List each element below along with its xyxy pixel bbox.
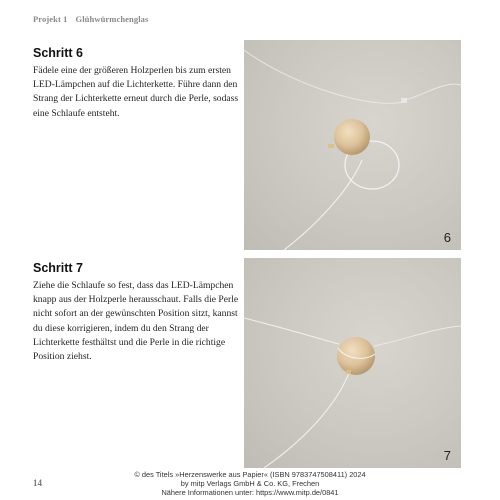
bead-loop-illustration: [244, 40, 461, 250]
running-head: [33, 14, 148, 24]
bead-tightened-illustration: [244, 258, 461, 468]
step-6-text: Fädele eine der größeren Holzperlen bis zum ersten LED-Lämpchen auf die Lichterkette. Führe dann den Strang der Lichterkette erneut durch die Perle, sodass eine Schlaufe entsteht.: [33, 65, 239, 119]
step-7-text: Ziehe die Schlaufe so fest, dass das LED-Lämpchen knapp aus der Holzperle herausschaut. Falls die Perle nicht sofort an der gewünschten Position sitzt, kannst du diese korrigieren, indem du den Strang der Lichterkette festhältst und die Perle in die richtige Position ziehst.: [33, 280, 239, 363]
project-label: Projekt 1: [33, 14, 68, 24]
step-7-photo: [244, 258, 461, 468]
copyright-line: Nähere Informationen unter: https://www.mitp.de/0841: [161, 488, 339, 497]
step-7-heading: Schritt 7: [33, 261, 84, 275]
step-6-photo: [244, 40, 461, 250]
step-7-section: [33, 261, 245, 364]
project-title: Glühwürmchenglas: [75, 14, 149, 24]
page-number: 14: [33, 478, 42, 488]
copyright-line: © des Titels »Herzenswerke aus Papier« (ISBN 9783747508411) 2024: [134, 470, 366, 479]
step-6-heading: Schritt 6: [33, 46, 84, 60]
copyright-notice: [100, 470, 400, 497]
step-6-section: [33, 46, 245, 121]
photo-6-number: 6: [443, 230, 451, 245]
copyright-line: by mitp Verlags GmbH & Co. KG, Frechen: [180, 479, 320, 488]
photo-7-number: 7: [443, 448, 451, 463]
